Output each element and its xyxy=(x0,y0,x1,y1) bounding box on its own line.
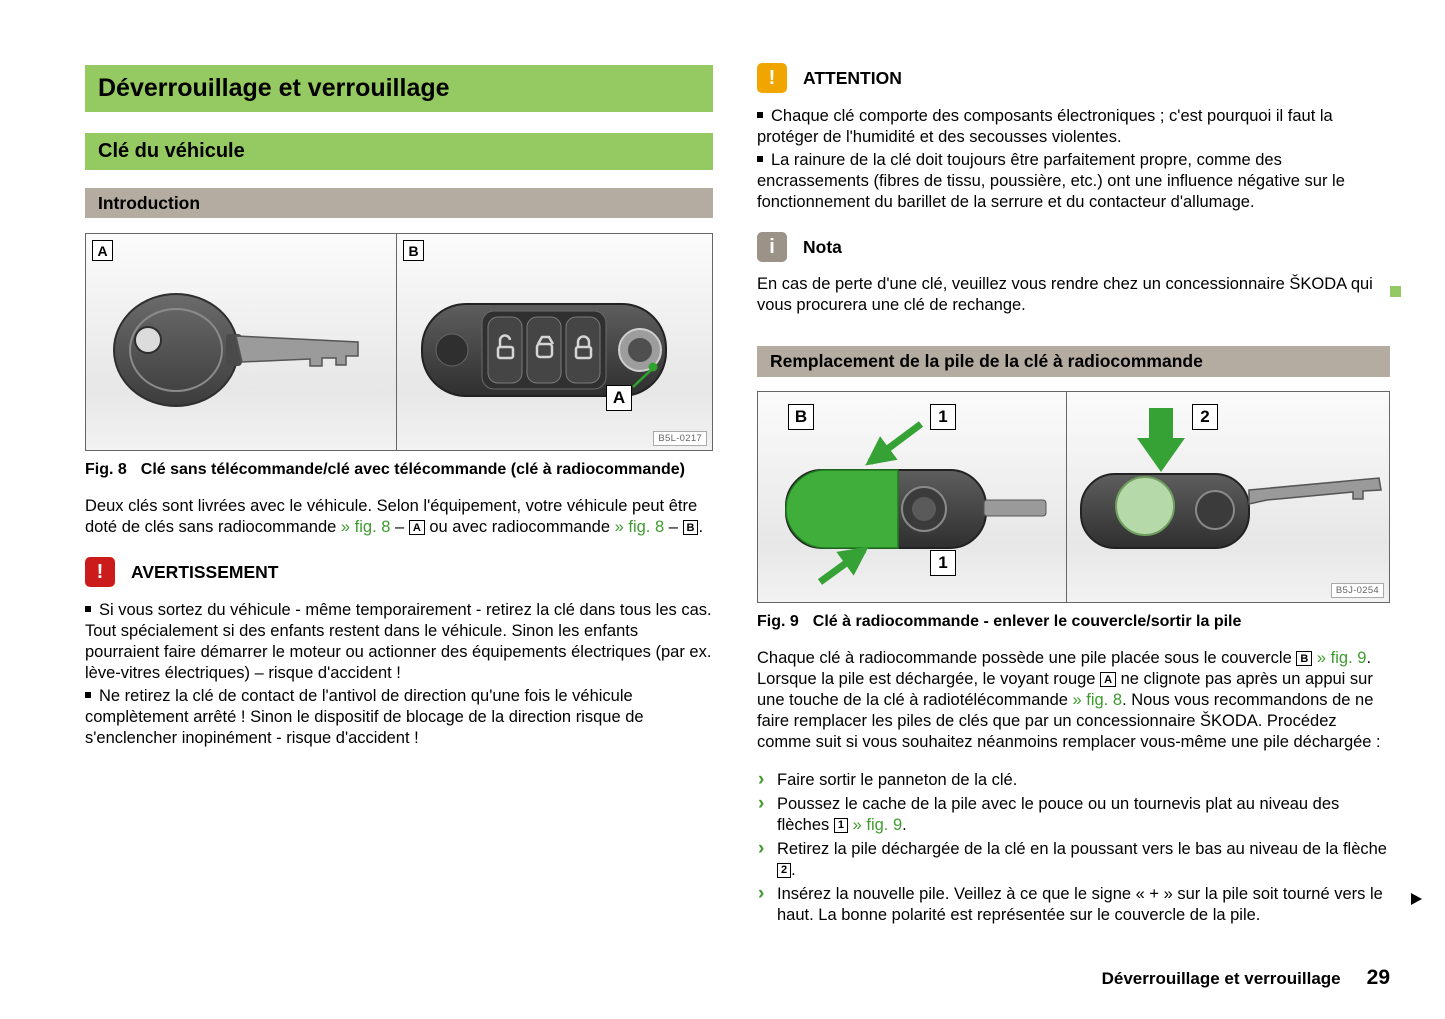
fig8-link[interactable]: » fig. 8 xyxy=(614,518,665,536)
nota-header xyxy=(757,232,1390,262)
bullet-square-icon xyxy=(85,606,91,612)
warning-item: Si vous sortez du véhicule - même temporairement - retirez la clé dans tous les cas. Tout spécialement si des enfants restent dans le véhicule. Sinon les enfants pourraient faire démarrer le moteur ou actionner des équipements électriques (par ex. lève-vitres électriques) – risque d'accident ! xyxy=(85,601,712,682)
subsection-heading-introduction: Introduction xyxy=(85,188,713,218)
step-item: › Insérez la nouvelle pile. Veillez à ce que le signe « + » sur la pile soit tourné vers le haut. La bonne polarité est représentée sur le couvercle de la pile. xyxy=(758,882,1383,924)
fig8-image-code: B5L-0217 xyxy=(653,431,707,446)
footer-section-title: Déverrouillage et verrouillage xyxy=(1101,969,1341,988)
fig8-remote-key-image xyxy=(404,259,704,434)
figure-8 xyxy=(85,233,713,451)
fig8-panel-a-label: A xyxy=(92,240,113,261)
attention-item: Chaque clé comporte des composants électroniques ; c'est pourquoi il faut la protéger de l'humidité et des secousses violentes. xyxy=(757,107,1333,146)
page-number: 29 xyxy=(1366,966,1390,989)
fig9-remove-battery-image xyxy=(1067,392,1390,604)
fig9-link[interactable]: » fig. 9 xyxy=(1316,649,1367,667)
fig8-link[interactable]: » fig. 8 xyxy=(340,518,391,536)
page-title: Déverrouillage et verrouillage xyxy=(85,65,713,112)
info-icon: i xyxy=(757,232,787,262)
step-arrow-icon: › xyxy=(758,882,765,904)
warning-title: AVERTISSEMENT xyxy=(131,561,279,582)
page-footer xyxy=(1102,966,1390,990)
right-column xyxy=(757,0,1390,929)
warning-icon: ! xyxy=(85,557,115,587)
nota-title: Nota xyxy=(803,236,842,257)
fig8-panel-b-label: B xyxy=(403,240,424,261)
ref-2-box: 2 xyxy=(777,863,791,878)
attention-item: La rainure de la clé doit toujours être parfaitement propre, comme des encrassements (fibres de tissu, poussière, etc.) ont une influence négative sur le fonctionnement du barillet de la serrure et du contacteur d'allumage. xyxy=(757,151,1345,211)
subsection-heading-battery-replacement: Remplacement de la pile de la clé à radiocommande xyxy=(757,346,1390,377)
ref-1-box: 1 xyxy=(834,818,848,833)
fig8-caption-tag: Fig. 8 xyxy=(85,461,127,478)
fig9-caption-text: Clé à radiocommande - enlever le couvercle/sortir la pile xyxy=(812,613,1242,630)
warning-body xyxy=(85,600,713,749)
fig9-label-2: 2 xyxy=(1192,404,1218,430)
warning-header xyxy=(85,557,713,587)
fig9-label-1-top: 1 xyxy=(930,404,956,430)
fig9-caption xyxy=(757,612,1390,632)
fig9-link[interactable]: » fig. 9 xyxy=(852,815,903,834)
step-arrow-icon: › xyxy=(758,768,765,790)
step-arrow-icon: › xyxy=(758,837,765,859)
attention-icon: ! xyxy=(757,63,787,93)
ref-b-box: B xyxy=(1296,651,1312,666)
fig9-image-code: B5J-0254 xyxy=(1331,583,1384,598)
fig9-caption-tag: Fig. 9 xyxy=(757,613,799,630)
section-edge-marker xyxy=(1390,286,1401,297)
battery-paragraph: Chaque clé à radiocommande possède une pile placée sous le couvercle B » fig. 9. Lorsque la pile est déchargée, le voyant rouge A ne clignote pas après un appui sur une touche de la clé à radiotélécommande » fig. 8. Nous vous recommandons de ne faire remplacer les piles de clés que par un concessionnaire ŠKODA. Procédez comme suit si vous souhaitez néanmoins remplacer vous-même une pile déchargée : xyxy=(757,649,1381,751)
step-item: › Poussez le cache de la pile avec le pouce ou un tournevis plat au niveau des flèches 1 » fig. 9. xyxy=(758,792,1340,834)
step-item: › Retirez la pile déchargée de la clé en la poussant vers le bas au niveau de la flèche 2 . xyxy=(758,837,1387,879)
bullet-square-icon xyxy=(757,112,763,118)
intro-paragraph: Deux clés sont livrées avec le véhicule. Selon l'équipement, votre véhicule peut être doté de clés sans radiocommande » fig. 8 – A ou avec radiocommande » fig. 8 – B . xyxy=(85,497,704,536)
ref-a-box: A xyxy=(1100,672,1116,687)
attention-body xyxy=(757,106,1390,213)
attention-title: ATTENTION xyxy=(803,67,902,88)
battery-steps xyxy=(757,770,1390,926)
fig9-label-b: B xyxy=(788,404,814,430)
ref-b-box: B xyxy=(683,520,699,535)
nota-text: En cas de perte d'une clé, veuillez vous rendre chez un concessionnaire ŠKODA qui vous procurera une clé de rechange. xyxy=(757,275,1373,314)
fig8-led-callout-label: A xyxy=(606,385,632,411)
attention-header xyxy=(757,63,1390,93)
section-heading-vehicle-key: Clé du véhicule xyxy=(85,133,713,170)
warning-item: Ne retirez la clé de contact de l'antivol de direction qu'une fois le véhicule complètement arrêté ! Sinon le dispositif de blocage de la direction risque de s'enclencher inopinément - risque d'accident ! xyxy=(85,687,644,747)
fig8-caption xyxy=(85,460,713,480)
bullet-square-icon xyxy=(757,156,763,162)
fig9-label-1-bottom: 1 xyxy=(930,550,956,576)
step-arrow-icon: › xyxy=(758,792,765,814)
page-continues-icon xyxy=(1411,893,1422,905)
fig8-link[interactable]: » fig. 8 xyxy=(1072,691,1123,709)
left-column xyxy=(85,0,713,751)
ref-a-box: A xyxy=(409,520,425,535)
figure-divider xyxy=(396,234,397,450)
step-item: › Faire sortir le panneton de la clé. xyxy=(758,768,1018,790)
fig8-caption-text: Clé sans télécommande/clé avec télécommande (clé à radiocommande) xyxy=(140,461,686,478)
fig8-key-without-remote-image xyxy=(96,262,386,432)
bullet-square-icon xyxy=(85,692,91,698)
figure-9 xyxy=(757,391,1390,603)
